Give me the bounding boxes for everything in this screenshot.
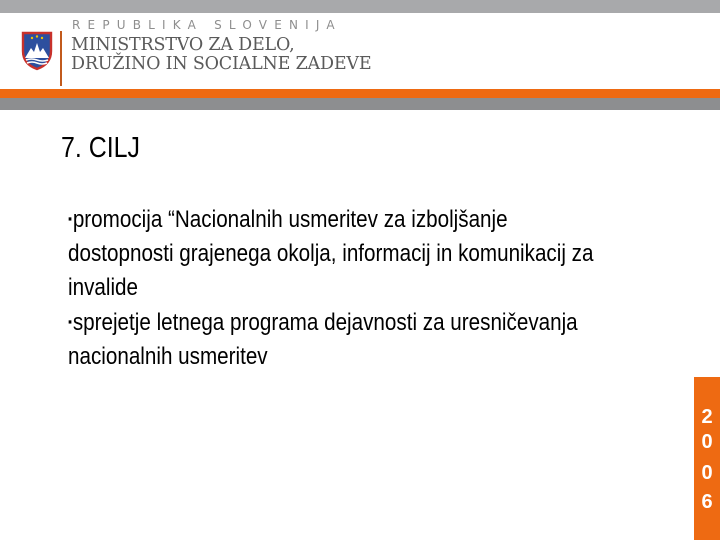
- bullet-text-line: sprejetje letnega programa dejavnosti za uresničevanja: [72, 309, 578, 336]
- ministry-name-line1: MINISTRSTVO ZA DELO,: [71, 35, 295, 55]
- bullet-icon: ▪: [68, 211, 72, 226]
- slide-title: 7. CILJ: [61, 132, 141, 164]
- bullet-item: [68, 202, 683, 305]
- orange-accent-bar: [0, 89, 720, 98]
- year-digit: 0: [701, 462, 713, 484]
- coat-of-arms-icon: [21, 31, 53, 71]
- top-grey-band: [0, 0, 720, 13]
- year-box: [694, 377, 720, 540]
- bullet-text-line: promocija “Nacionalnih usmeritev za izboljšanje: [72, 206, 508, 233]
- grey-accent-bar: [0, 98, 720, 110]
- bullet-text-line: nacionalnih usmeritev: [68, 343, 268, 370]
- year-digit: 2: [701, 406, 713, 428]
- bullet-item: [68, 305, 683, 374]
- bullet-text-line: invalide: [68, 274, 138, 301]
- ministry-header: [0, 13, 720, 89]
- bullet-icon: ▪: [68, 314, 72, 329]
- header-divider: [60, 31, 62, 86]
- republika-label: REPUBLIKA SLOVENIJA: [72, 18, 342, 32]
- bullet-text-line: dostopnosti grajenega okolja, informacij in komunikacij za: [68, 240, 594, 267]
- year-digit: 0: [701, 431, 713, 453]
- ministry-name-line2: DRUŽINO IN SOCIALNE ZADEVE: [71, 54, 372, 74]
- bullet-list: [68, 202, 683, 374]
- year-digit: 6: [701, 491, 713, 513]
